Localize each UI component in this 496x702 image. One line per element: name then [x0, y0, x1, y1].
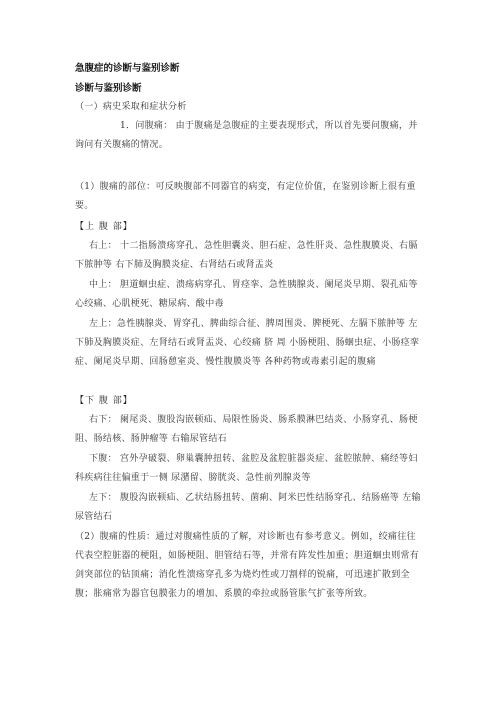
paragraph-abdominal-pain: 1．问腹痛： 由于腹痛是急腹症的主要表现形式，所以首先要问腹痛，并询问有关腹痛的情况。: [75, 121, 418, 150]
paragraph-pain-location: （1）腹痛的部位：可反映腹部不同器官的病变，有定位价值，在鉴别诊断上很有重要。: [75, 182, 416, 211]
upper-abdomen-header: 【上 腹 部】: [75, 222, 133, 232]
section-heading: （一）病史采取和症状分析: [75, 102, 187, 112]
doc-title: 急腹症的诊断与鉴别诊断: [75, 63, 180, 74]
lower-right-text: 右下： 阑尾炎、腹股沟嵌顿疝、局限性肠炎、肠系膜淋巴结炎、小肠穿孔、肠梗阻、肠结核、肠肿瘤等 右输尿管结石: [75, 415, 418, 444]
lower-middle-text: 下腹： 宫外孕破裂、卵巢囊肿扭转、盆腔及盆腔脏器炎症、盆腔脓肿、痛经等妇科疾病往往偏重于一侧 尿潴留、膀胱炎、急性前列腺炎等: [75, 454, 418, 483]
paragraph-pain-nature: （2）腹痛的性质：通过对腹痛性质的了解，对诊断也有参考意义。例如，绞痛往往代表空腔脏器的梗阻，如肠梗阻、胆管结石等，并常有阵发性加重；胆道蛔虫则常有剑突部位的钻顶痛；消化性溃疡穿孔多为烧灼性或刀割样的锐痛，可迅速扩散到全腹；胀痛常为器官包膜张力的增加、系膜的牵拉或肠管胀气扩张等所致。: [75, 532, 420, 599]
upper-middle-text: 中上： 胆道蛔虫症、溃疡病穿孔、胃痉挛、急性胰腺炎、阑尾炎早期、裂孔疝等 心绞痛、心肌梗死、糖尿病、酸中毒: [75, 280, 418, 309]
upper-right-text: 右上： 十二指肠溃疡穿孔、急性胆囊炎、胆石症、急性肝炎、急性腹膜炎、右膈下脓肿等 右下肺及胸膜炎症、右肾结石或肾盂炎: [75, 241, 418, 270]
doc-subtitle: 诊断与鉴别诊断: [75, 83, 142, 94]
upper-left-text: 左上：急性胰腺炎、胃穿孔、脾曲综合征、脾周围炎、脾梗死、左膈下脓肿等 左下肺及胸膜炎症、左肾结石或肾盂炎、心绞痛 脐 周 小肠梗阻、肠蛔虫症、小肠痉挛症、阑尾炎早期、回肠憩室炎、慢性腹膜炎等 各种药物或毒素引起的腹痛: [75, 319, 420, 367]
lower-left-text: 左下： 腹股沟嵌顿疝、乙状结肠扭转、菌痢、阿米巴性结肠穿孔、结肠癌等 左输尿管结石: [75, 493, 421, 522]
lower-abdomen-header: 【下 腹 部】: [75, 396, 133, 406]
